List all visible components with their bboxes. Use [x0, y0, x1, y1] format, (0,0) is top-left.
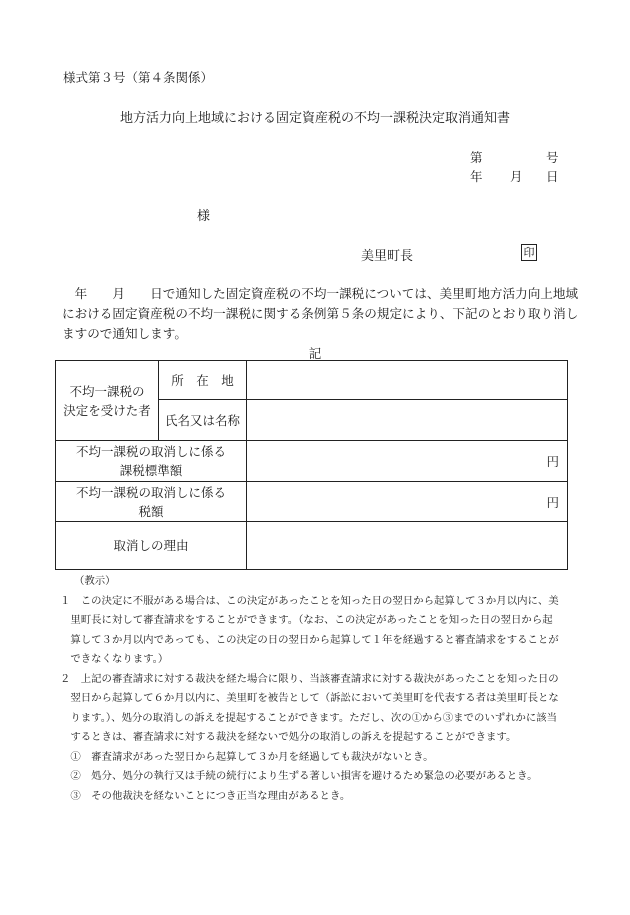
instruction-line: ③ その他裁決を経ないことにつき正当な理由があるとき。: [60, 789, 351, 802]
tax-base-yen-unit: 円: [546, 454, 559, 469]
name-label: 氏名又は名称: [159, 400, 247, 441]
instruction-line: できなくなります。）: [60, 653, 169, 665]
doc-number-prefix: 第: [470, 150, 483, 165]
location-label: 所 在 地: [159, 361, 247, 400]
instruction-line: １ この決定に不服がある場合は、この決定があったことを知った日の翌日から起算して３か月以内に、美: [60, 594, 559, 607]
instruction-line: 算して３か月以内であっても、この決定の日の翌日から起算して１年を経過すると審査請求をすることが: [60, 633, 559, 646]
doc-number-suffix: 号: [546, 150, 559, 165]
date-day-label: 日: [546, 169, 559, 184]
instruction-line: 翌日から起算して６か月以内に、美里町を被告として（訴訟において美里町を代表する者は美里町長とな: [60, 692, 559, 704]
tax-base-label: [56, 441, 247, 482]
tax-amount-field[interactable]: [247, 482, 568, 522]
instruction-line: ります。）、処分の取消しの訴えを提起することができます。ただし、次の①から③までのいずれかに該当: [60, 711, 558, 724]
instruction-line: ② 処分、処分の執行又は手続の続行により生ずる著しい損害を避けるため緊急の必要があるとき。: [60, 770, 538, 782]
recipient-label-cell: [56, 361, 159, 441]
tax-amount-yen-unit: 円: [546, 494, 559, 510]
addressee-honorific: 様: [197, 209, 211, 224]
tax-base-label-line2: 課税標準額: [119, 463, 183, 478]
form-number: 様式第３号（第４条関係）: [63, 70, 214, 85]
document-title: 地方活力向上地域における固定資産税の不均一課税決定取消通知書: [119, 111, 510, 126]
instructions-heading: （教示）: [74, 575, 116, 587]
instruction-line: するときは、審査請求に対する裁決を経ないで処分の取消しの訴えを提起することができます。: [60, 731, 517, 743]
issuer-name: 美里町長: [361, 249, 414, 264]
location-field[interactable]: [247, 361, 568, 400]
instruction-line: ① 審査請求があった翌日から起算して３か月を経過しても裁決がないとき。: [60, 750, 434, 763]
tax-base-label-line1: 不均一課税の取消しに係る: [75, 444, 226, 459]
instruction-line: 里町長に対して審査請求をすることができます。（なお、この決定があったことを知った日の翌日から起: [60, 614, 553, 626]
recipient-label-line2: 決定を受けた者: [63, 402, 151, 418]
body-line: 年 月 日で通知した固定資産税の不均一課税については、美里町地方活力向上地域: [62, 286, 579, 301]
reason-field[interactable]: [247, 522, 568, 570]
recipient-label-line1: 不均一課税の: [69, 383, 145, 399]
body-line: ますので通知します。: [62, 326, 187, 341]
tax-base-amount-field[interactable]: [247, 441, 568, 482]
tax-amount-label-line2: 税額: [138, 503, 164, 519]
date-month-label: 月: [510, 169, 523, 184]
detail-table: [55, 360, 568, 570]
date-year-label: 年: [470, 169, 483, 184]
instruction-line: ２ 上記の審査請求に対する裁決を経た場合に限り、当該審査請求に対する裁決があったことを知った日の: [60, 672, 559, 685]
reason-label: 取消しの理由: [56, 522, 247, 570]
notice-body: [62, 284, 579, 344]
name-field[interactable]: [247, 400, 568, 441]
tax-amount-label: [56, 482, 247, 522]
instructions-section: [60, 572, 570, 806]
ki-heading: 記: [308, 346, 322, 361]
seal-mark: 印: [521, 244, 537, 261]
tax-amount-label-line1: 不均一課税の取消しに係る: [75, 484, 226, 500]
body-line: における固定資産税の不均一課税に関する条例第５条の規定により、下記のとおり取り消し: [62, 306, 579, 321]
